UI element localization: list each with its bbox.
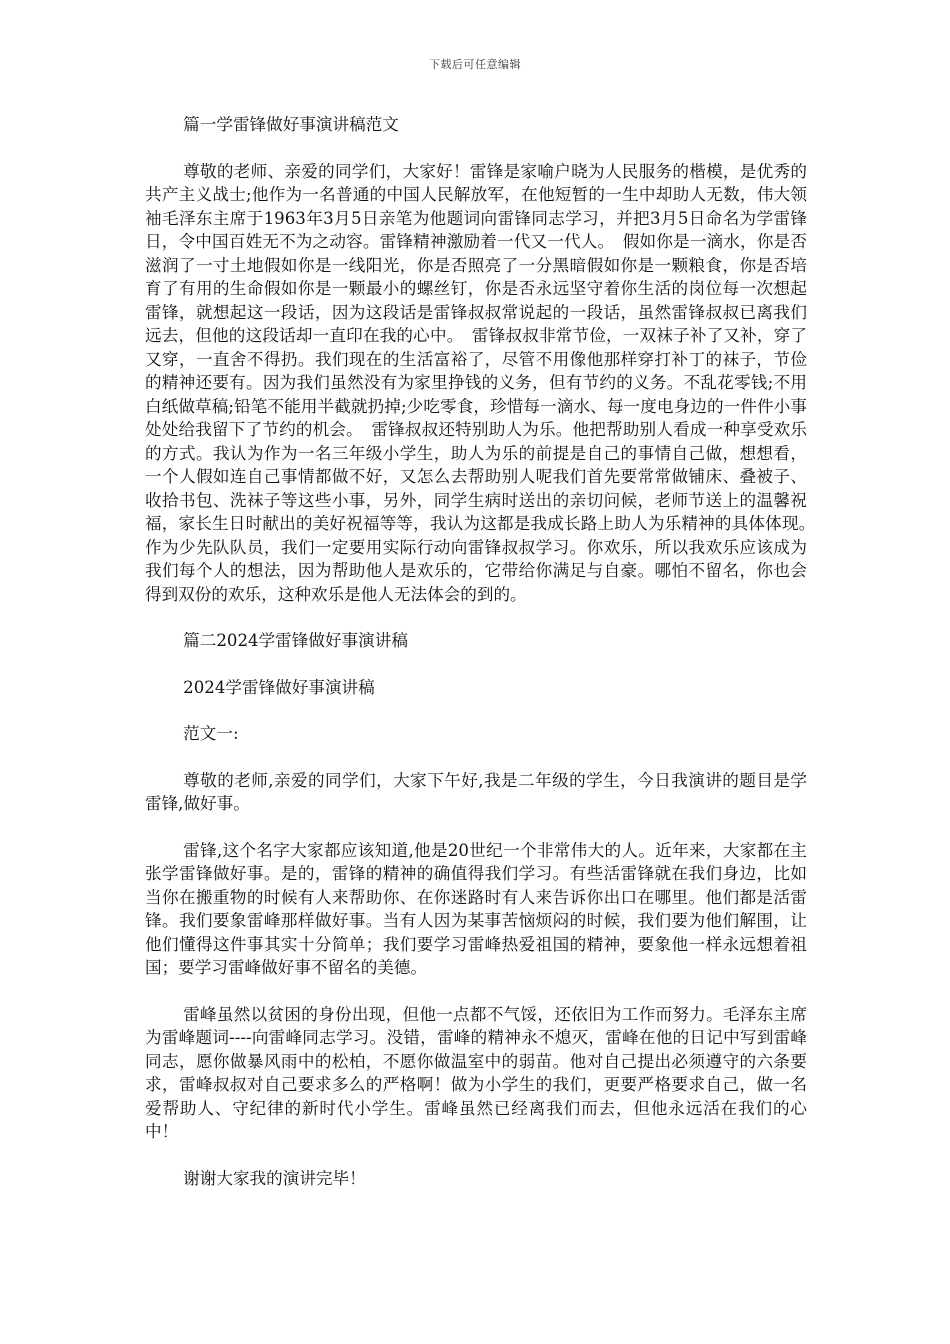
- paragraph-3: 雷锋,这个名字大家都应该知道,他是20世纪一个非常伟大的人。近年来，大家都在主张学雷锋做好事。是的，雷锋的精神的确值得我们学习。有些活雷锋就在我们身边，比如当你在搬重物的时候有人来帮助你、在你迷路时有人来告诉你出口在哪里。他们都是活雷锋。我们要象雷峰那样做好事。当有人因为某事苦恼烦闷的时候，我们要为他们解围，让他们懂得这件事其实十分简单；我们要学习雷峰热爱祖国的精神，要象他一样永远想着祖国；要学习雷峰做好事不留名的美德。: [145, 840, 807, 977]
- section-title-2: 篇二2024学雷锋做好事演讲稿: [183, 631, 408, 650]
- section-title-1: 篇一学雷锋做好事演讲稿范文: [183, 115, 399, 134]
- paragraph-4: 雷峰虽然以贫困的身份出现，但他一点都不气馁，还依旧为工作而努力。毛泽东主席为雷峰题词----向雷峰同志学习。没错，雷峰的精神永不熄灭，雷峰在他的日记中写到雷峰同志，愿你做暴风雨中的松柏，不愿你做温室中的弱苗。他对自己提出必须遵守的六条要求，雷峰叔叔对自己要求多么的严格啊！做为小学生的我们，更要严格要求自己，做一名爱帮助人、守纪律的新时代小学生。雷峰虽然已经离我们而去，但他永远活在我们的心中！: [145, 1004, 807, 1141]
- page-header: 下载后可任意编辑: [429, 58, 521, 71]
- closing-line: 谢谢大家我的演讲完毕！: [183, 1168, 366, 1188]
- paragraph-1: 尊敬的老师、亲爱的同学们，大家好！雷锋是家喻户晓为人民服务的楷模，是优秀的共产主义战士;他作为一名普通的中国人民解放军，在他短暂的一生中却助人无数，伟大领袖毛泽东主席于1963年3月5日亲笔为他题词向雷锋同志学习，并把3月5日命名为学雷锋日，令中国百姓无不为之动容。雷锋精神激励着一代又一代人。 假如你是一滴水，你是否滋润了一寸土地假如你是一线阳光，你是否照亮了一分黑暗假如你是一颗粮食，你是否培育了有用的生命假如你是一颗最小的螺丝钉，你是否永远坚守着你生活的岗位每一次想起雷锋，就想起这一段话，因为这段话是雷锋叔叔常说起的一段话，虽然雷锋叔叔已离我们远去，但他的这段话却一直印在我的心中。 雷锋叔叔非常节俭，一双袜子补了又补，穿了又穿，一直舍不得扔。我们现在的生活富裕了，尽管不用像他那样穿打补丁的袜子，节俭的精神还要有。因为我们虽然没有为家里挣钱的义务，但有节约的义务。不乱花零钱;不用白纸做草稿;铅笔不能用半截就扔掉;少吃零食，珍惜每一滴水、每一度电身边的一件件小事处处给我留下了节约的机会。 雷锋叔叔还特别助人为乐。他把帮助别人看成一种享受欢乐的方式。我认为作为一名三年级小学生，助人为乐的前提是自己的事情自己做，想想看，一个人假如连自己事情都做不好，又怎么去帮助别人呢我们首先要常常做铺床、叠被子、收拾书包、洗袜子等这些小事，另外，同学生病时送出的亲切问候，老师节送上的温馨祝福，家长生日时献出的美好祝福等等，我认为这都是我成长路上助人为乐精神的具体体现。 作为少先队队员，我们一定要用实际行动向雷锋叔叔学习。你欢乐，所以我欢乐应该成为我们每个人的想法，因为帮助他人是欢乐的，它带给你满足与自豪。哪怕不留名，你也会得到双份的欢乐，这种欢乐是他人无法体会的到的。: [145, 161, 824, 604]
- paragraph-2: 尊敬的老师,亲爱的同学们，大家下午好,我是二年级的学生，今日我演讲的题目是学雷锋,做好事。: [145, 770, 807, 813]
- sample-label: 范文一:: [183, 724, 239, 743]
- document-body: [145, 113, 824, 1190]
- section-subtitle: 2024学雷锋做好事演讲稿: [183, 677, 375, 697]
